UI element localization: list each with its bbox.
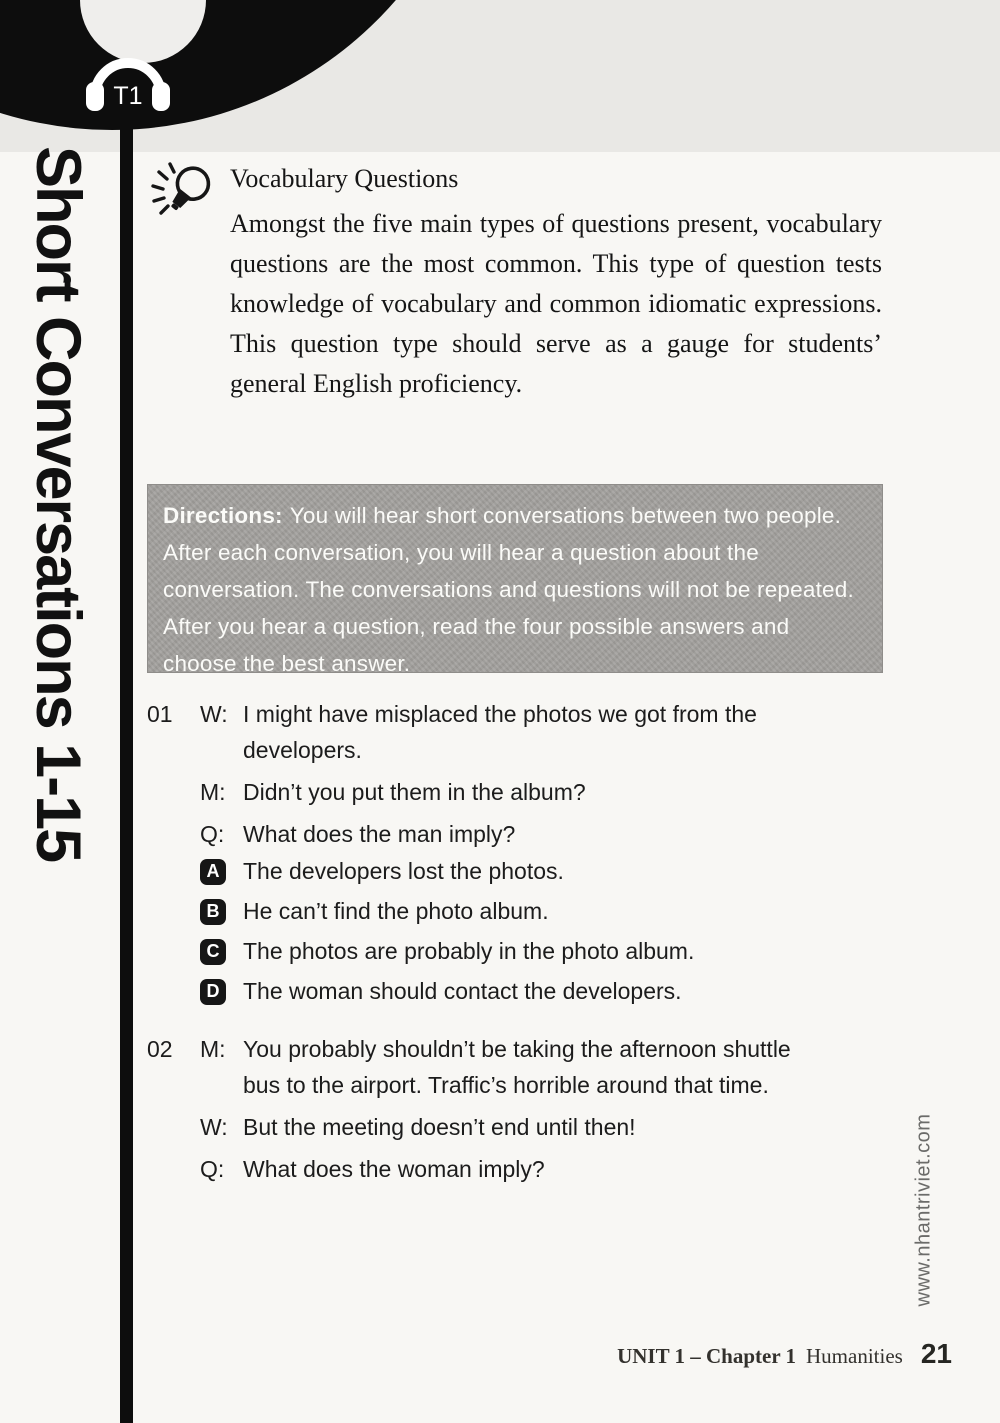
dialogue-row (147, 1109, 893, 1145)
speaker-label (200, 1067, 243, 1103)
lightbulb-icon (148, 160, 220, 228)
footer-section: Humanities (806, 1344, 903, 1368)
speaker-label: W: (200, 1114, 228, 1140)
dialogue-text: What does the man imply? (243, 821, 516, 847)
speaker-label (200, 732, 243, 768)
dialogue-row (147, 732, 893, 768)
option-text: The photos are probably in the photo album. (243, 938, 695, 964)
dialogue-row (147, 1151, 893, 1187)
question-number (147, 1109, 200, 1145)
question-number: 01 (147, 701, 173, 727)
speaker-label: M: (200, 1036, 226, 1062)
dialogue-turn (147, 774, 893, 810)
dialogue-row (147, 1031, 893, 1067)
directions-box (147, 484, 883, 676)
speaker-label: M: (200, 779, 226, 805)
publisher-watermark: www.nhantriviet.com (912, 1113, 935, 1307)
option-row (147, 978, 893, 1005)
conversation-02 (147, 1031, 893, 1187)
dialogue-turn (147, 1031, 893, 1103)
dialogue-text: You probably shouldn’t be taking the afternoon shuttle (243, 1036, 791, 1062)
option-text: He can’t find the photo album. (243, 898, 549, 924)
conversation-01 (147, 696, 893, 1005)
tip-body: Amongst the five main types of questions present, vocabulary questions are the most common. This type of question tests knowledge of vocabulary and common idiomatic expressions. This question type should serve as a gauge for students’ general English proficiency. (230, 209, 882, 398)
footer-unit: UNIT 1 – Chapter 1 (617, 1344, 797, 1368)
option-text: The developers lost the photos. (243, 858, 564, 884)
tip-title: Vocabulary Questions (230, 164, 459, 193)
option-letter-B: B (200, 899, 226, 925)
speaker-label: Q: (200, 1156, 225, 1182)
sidebar-rule (120, 124, 133, 1423)
track-label: T1 (113, 82, 143, 110)
dialogue-text: developers. (243, 737, 362, 763)
dialogue-turn (147, 1109, 893, 1145)
question-number (147, 816, 200, 852)
directions-label: Directions: (163, 503, 283, 528)
dialogue-row (147, 1067, 893, 1103)
options-list (147, 858, 893, 1005)
dialogue-turn (147, 1151, 893, 1187)
conversations-section (147, 696, 893, 1213)
speaker-label: W: (200, 701, 228, 727)
option-row (147, 898, 893, 925)
option-letter-D: D (200, 979, 226, 1005)
directions-text: You will hear short conversations between two people. After each conversation, you will hear a question about the conversation. The conversations and questions will not be repeated. After you hear a question, read the four possible answers and choose the best answer. (163, 503, 854, 676)
option-row (147, 858, 893, 885)
option-text: The woman should contact the developers. (243, 978, 682, 1004)
dialogue-text: bus to the airport. Traffic’s horrible around that time. (243, 1072, 769, 1098)
dialogue-text: What does the woman imply? (243, 1156, 545, 1182)
footer-page-number: 21 (920, 1338, 952, 1369)
option-row (147, 938, 893, 965)
option-letter-C: C (200, 939, 226, 965)
chapter-sidebar-title: Short Conversations 1-15 (23, 146, 93, 862)
question-number (147, 732, 200, 768)
question-number: 02 (147, 1036, 173, 1062)
headphones-icon (84, 50, 172, 118)
dialogue-row (147, 696, 893, 732)
page-footer (617, 1338, 952, 1370)
question-number (147, 774, 200, 810)
question-number (147, 1151, 200, 1187)
dialogue-row (147, 774, 893, 810)
dialogue-row (147, 816, 893, 852)
dialogue-turn (147, 696, 893, 768)
question-number (147, 1067, 200, 1103)
dialogue-text: I might have misplaced the photos we got from the (243, 701, 757, 727)
dialogue-text: But the meeting doesn’t end until then! (243, 1114, 636, 1140)
option-letter-A: A (200, 859, 226, 885)
dialogue-turn (147, 816, 893, 852)
speaker-label: Q: (200, 821, 225, 847)
dialogue-text: Didn’t you put them in the album? (243, 779, 586, 805)
